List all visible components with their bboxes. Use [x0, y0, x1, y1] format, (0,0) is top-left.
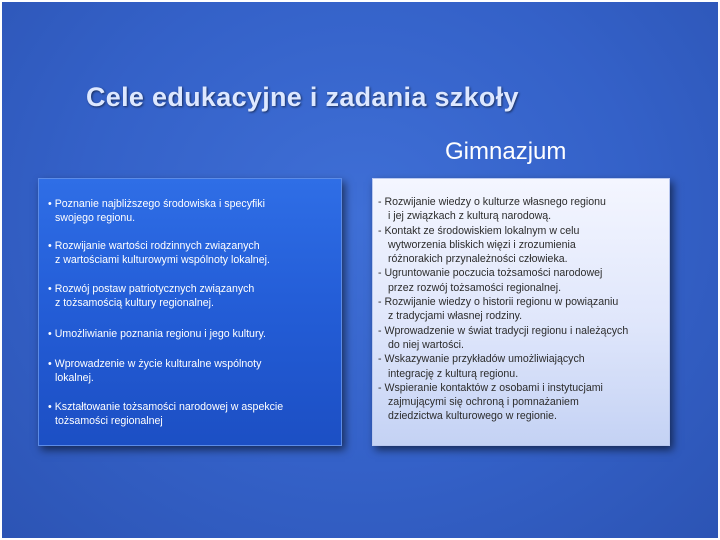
- goal-item: • Kształtowanie tożsamości narodowej w aspekcie tożsamości regionalnej: [48, 401, 284, 427]
- task-line: - Ugruntowanie poczucia tożsamości narodowej: [378, 267, 603, 280]
- goal-item: • Umożliwianie poznania regionu i jego kultury.: [48, 328, 266, 340]
- goal-item: • Wprowadzenie w życie kulturalne wspólnoty lokalnej.: [48, 358, 262, 384]
- school-tasks-box: [372, 178, 670, 446]
- slide: [2, 2, 718, 538]
- task-line: do niej wartości.: [388, 338, 464, 351]
- goal-item: • Rozwój postaw patriotycznych związanych z tożsamością kultury regionalnej.: [48, 283, 255, 309]
- task-line: z tradycjami własnej rodziny.: [388, 310, 523, 323]
- goal-item: • Poznanie najbliższego środowiska i specyfiki swojego regionu.: [48, 198, 265, 224]
- slide-subtitle: Gimnazjum: [445, 138, 567, 165]
- bullet-icon: •: [48, 401, 52, 413]
- task-line: i jej związkach z kulturą narodową.: [388, 210, 552, 223]
- slide-title: Cele edukacyjne i zadania szkoły: [86, 82, 519, 112]
- task-line: zajmującymi się ochroną i pomnażaniem: [388, 396, 579, 409]
- task-line: - Rozwijanie wiedzy o historii regionu w powiązaniu: [378, 296, 619, 309]
- task-line: integrację z kulturą regionu.: [388, 367, 519, 380]
- school-tasks-list: [378, 195, 668, 424]
- goal-item: • Rozwijanie wartości rodzinnych związanych z wartościami kulturowymi wspólnoty lokalnej.: [48, 240, 270, 266]
- educational-goals-box: [38, 178, 342, 446]
- bullet-icon: •: [48, 240, 52, 252]
- task-line: przez rozwój tożsamości regionalnej.: [388, 281, 562, 294]
- bullet-icon: •: [48, 328, 52, 340]
- task-line: - Kontakt ze środowiskiem lokalnym w celu: [378, 224, 580, 237]
- bullet-icon: •: [48, 358, 52, 370]
- task-line: wytworzenia bliskich więzi i zrozumienia: [388, 238, 576, 251]
- task-line: - Wprowadzenie w świat tradycji regionu i należących: [378, 324, 629, 337]
- bullet-icon: •: [48, 283, 52, 295]
- bullet-icon: •: [48, 198, 52, 210]
- task-line: dziedzictwa kulturowego w regionie.: [388, 410, 557, 423]
- task-line: różnorakich przynależności człowieka.: [388, 253, 568, 266]
- task-line: - Wskazywanie przykładów umożliwiających: [378, 353, 585, 366]
- task-line: - Wspieranie kontaktów z osobami i instytucjami: [378, 381, 603, 394]
- task-line: - Rozwijanie wiedzy o kulturze własnego regionu: [378, 196, 606, 208]
